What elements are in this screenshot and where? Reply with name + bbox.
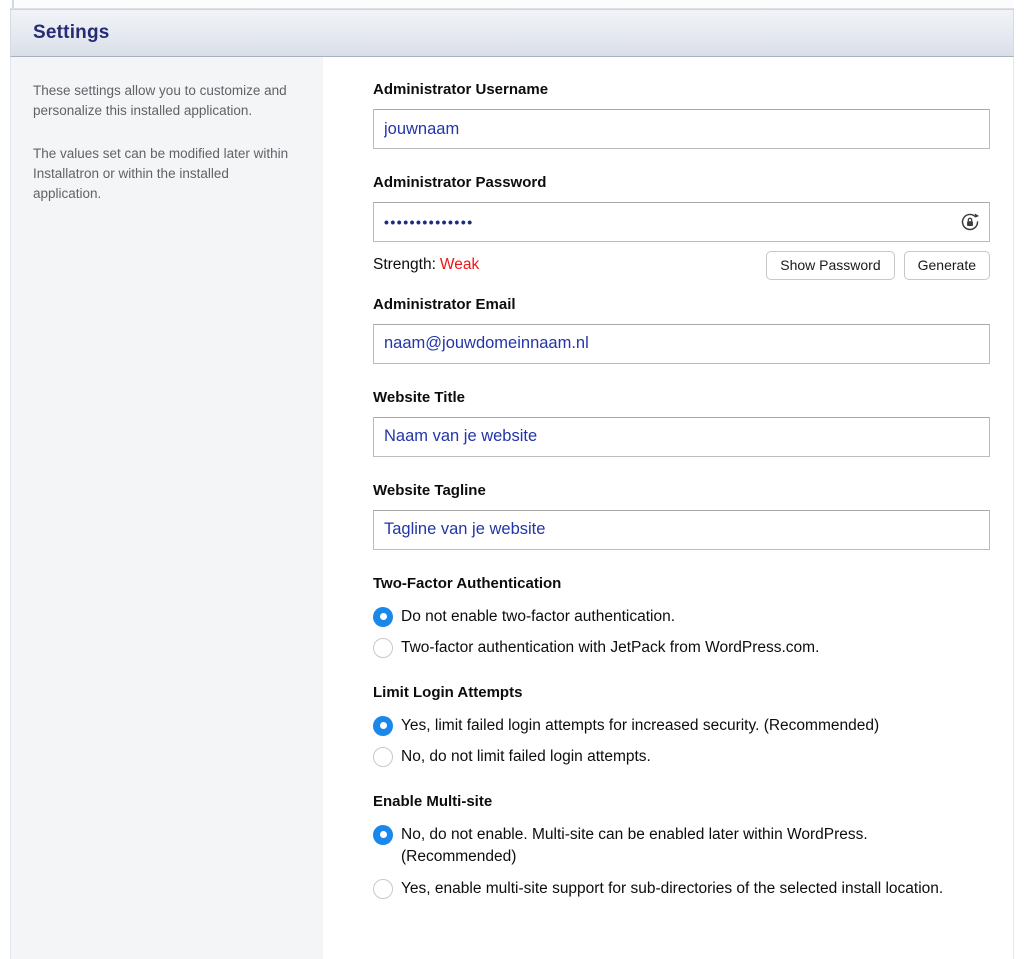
radio-option-label: Do not enable two-factor authentication. bbox=[401, 607, 676, 625]
admin-username-label: Administrator Username bbox=[373, 81, 549, 98]
limit-login-section bbox=[373, 684, 990, 769]
website-title-field bbox=[373, 389, 990, 457]
page-title: Settings bbox=[33, 22, 110, 43]
settings-description bbox=[11, 57, 323, 959]
website-tagline-input[interactable] bbox=[373, 510, 990, 550]
settings-form bbox=[323, 57, 1013, 959]
strength-label: Strength: bbox=[373, 256, 436, 274]
admin-email-input[interactable] bbox=[373, 324, 990, 364]
admin-email-field bbox=[373, 296, 990, 364]
website-title-label: Website Title bbox=[373, 388, 465, 406]
radio-option-label: Yes, limit failed login attempts for increased security. (Recommended) bbox=[401, 716, 880, 734]
sidebar-paragraph: These settings allow you to customize and personalize this installed application. bbox=[33, 83, 287, 119]
settings-panel bbox=[10, 9, 1014, 959]
admin-password-label: Administrator Password bbox=[373, 174, 547, 191]
two-factor-option-jetpack[interactable] bbox=[373, 637, 990, 659]
limit-login-option-no[interactable] bbox=[373, 746, 990, 768]
admin-email-label: Administrator Email bbox=[373, 295, 516, 313]
website-title-input[interactable] bbox=[373, 417, 990, 457]
multisite-label: Enable Multi-site bbox=[373, 792, 493, 810]
radio-selected-icon[interactable] bbox=[373, 825, 393, 845]
radio-selected-icon[interactable] bbox=[373, 716, 393, 736]
generate-password-icon[interactable] bbox=[959, 211, 981, 233]
limit-login-label: Limit Login Attempts bbox=[373, 683, 523, 701]
password-strength-row bbox=[373, 251, 990, 280]
panel-left-edge bbox=[12, 0, 14, 8]
radio-option-label: Two-factor authentication with JetPack from WordPress.com. bbox=[401, 639, 820, 657]
website-tagline-label: Website Tagline bbox=[373, 481, 486, 499]
multisite-section bbox=[373, 793, 990, 900]
admin-password-input[interactable] bbox=[373, 202, 990, 242]
limit-login-option-yes[interactable] bbox=[373, 715, 990, 737]
multisite-option-yes[interactable] bbox=[373, 878, 990, 900]
radio-unselected-icon[interactable] bbox=[373, 879, 393, 899]
sidebar-paragraph: The values set can be modified later within Installatron or within the installed application. bbox=[33, 145, 289, 201]
radio-option-label: Yes, enable multi-site support for sub-directories of the selected install location. bbox=[401, 879, 944, 897]
password-buttons bbox=[766, 251, 990, 280]
show-password-button[interactable]: Show Password bbox=[766, 251, 894, 280]
strength-value: Weak bbox=[439, 256, 480, 274]
settings-header bbox=[10, 9, 1014, 57]
settings-body bbox=[10, 57, 1014, 959]
two-factor-section bbox=[373, 575, 990, 660]
admin-username-field bbox=[373, 81, 990, 149]
previous-panel-edge bbox=[10, 0, 1014, 9]
two-factor-label: Two-Factor Authentication bbox=[373, 574, 562, 592]
admin-username-input[interactable] bbox=[373, 109, 990, 149]
admin-password-input-wrap bbox=[373, 202, 990, 242]
radio-option-label: No, do not limit failed login attempts. bbox=[401, 748, 651, 766]
radio-unselected-icon[interactable] bbox=[373, 638, 393, 658]
radio-unselected-icon[interactable] bbox=[373, 747, 393, 767]
website-tagline-field bbox=[373, 482, 990, 550]
password-strength bbox=[373, 256, 479, 274]
multisite-option-no[interactable] bbox=[373, 824, 990, 869]
two-factor-option-disable[interactable] bbox=[373, 606, 990, 628]
admin-password-field bbox=[373, 174, 990, 280]
radio-selected-icon[interactable] bbox=[373, 607, 393, 627]
generate-password-button[interactable]: Generate bbox=[904, 251, 990, 280]
radio-option-label: No, do not enable. Multi-site can be enabled later within WordPress. (Recommended) bbox=[401, 825, 868, 866]
